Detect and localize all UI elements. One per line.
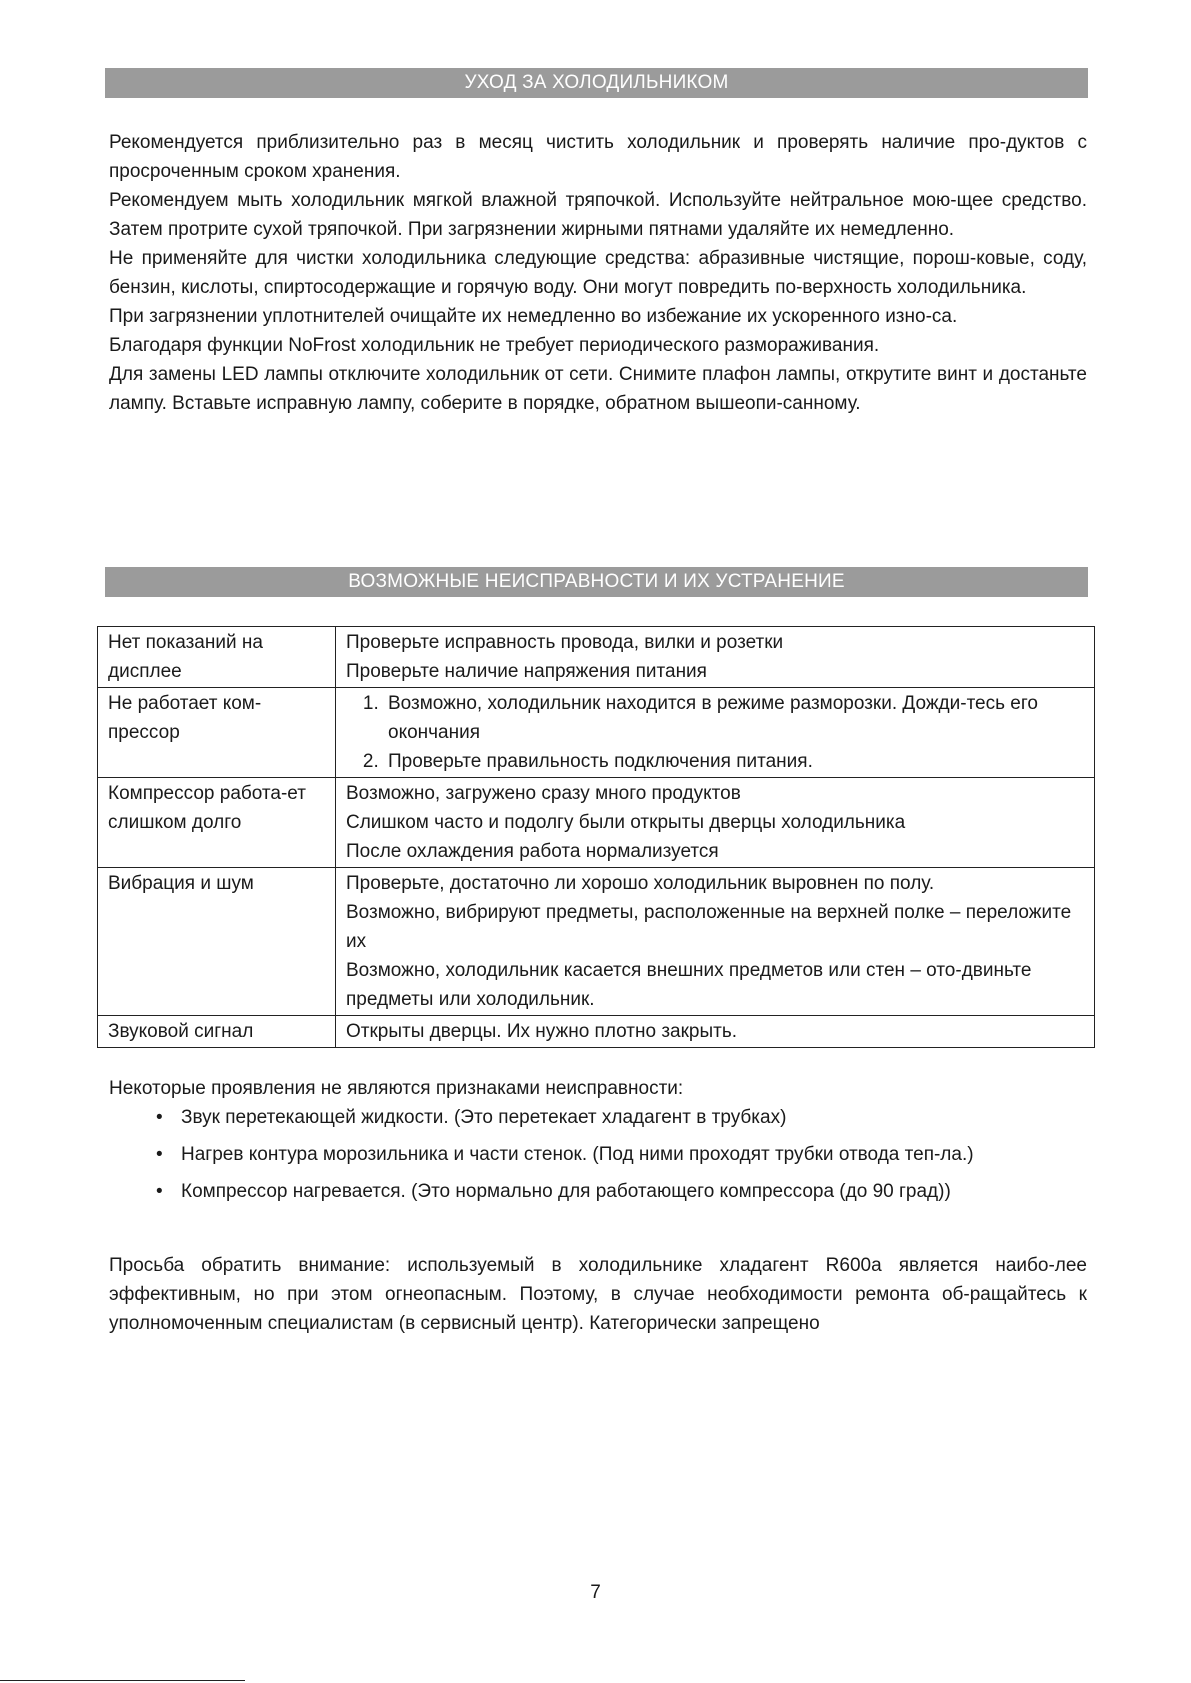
care-section-body — [109, 128, 1087, 418]
footnote-divider — [0, 1680, 245, 1681]
table-row — [98, 778, 1095, 868]
problem-cell: Не работает ком-прессор — [98, 688, 336, 778]
list-item — [156, 1103, 1087, 1132]
list-item-text: Компрессор нагревается. (Это нормально для работающего компрессора (до 90 град)) — [181, 1181, 951, 1202]
solution-line: Проверьте исправность провода, вилки и розетки — [346, 632, 784, 653]
solution-step: 1. Возможно, холодильник находится в режиме разморозки. Дожди-тесь его окончания — [384, 689, 1084, 747]
care-paragraph: Благодаря функции NoFrost холодильник не требует периодического размораживания. — [109, 335, 880, 356]
care-paragraph: Для замены LED лампы отключите холодильник от сети. Снимите плафон лампы, открутите винт и достаньте лампу. Вставьте исправную лампу, соберите в порядке, обратном вышеопи-санному. — [109, 364, 1087, 414]
troubleshooting-table — [97, 626, 1095, 1048]
page-number: 7 — [590, 1582, 601, 1603]
solution-line: После охлаждения работа нормализуется — [346, 841, 719, 862]
solution-cell — [336, 627, 1095, 688]
notes-intro: Некоторые проявления не являются признаками неисправности: — [109, 1078, 684, 1099]
trouble-section-title: ВОЗМОЖНЫЕ НЕИСПРАВНОСТИ И ИХ УСТРАНЕНИЕ — [105, 567, 1088, 597]
solution-cell — [336, 778, 1095, 868]
table-row — [98, 1016, 1095, 1048]
normal-behaviour-notes — [109, 1074, 1087, 1214]
care-paragraph: Не применяйте для чистки холодильника следующие средства: абразивные чистящие, порош-ковые, соду, бензин, кислоты, спиртосодержащие и горячую воду. Они могут повредить по-верхность холодильника. — [109, 248, 1087, 298]
solution-line: Возможно, вибрируют предметы, расположенные на верхней полке – переложите их — [346, 902, 1072, 952]
solution-cell — [336, 868, 1095, 1016]
care-section-title: УХОД ЗА ХОЛОДИЛЬНИКОМ — [105, 68, 1088, 98]
solution-step: 2. Проверьте правильность подключения питания. — [384, 747, 1084, 776]
bullet-icon: • — [156, 1144, 163, 1165]
solution-line: Возможно, загружено сразу много продуктов — [346, 783, 741, 804]
notes-list — [109, 1103, 1087, 1206]
list-item-text: Звук перетекающей жидкости. (Это перетекает хладагент в трубках) — [181, 1107, 787, 1128]
care-paragraph: Рекомендуется приблизительно раз в месяц чистить холодильник и проверять наличие про-дуктов с просроченным сроком хранения. — [109, 132, 1087, 182]
list-item — [156, 1177, 1087, 1206]
bullet-icon: • — [156, 1107, 163, 1128]
solution-line: Проверьте, достаточно ли хорошо холодильник выровнен по полу. — [346, 873, 935, 894]
problem-cell: Звуковой сигнал — [98, 1016, 336, 1048]
problem-cell: Нет показаний на дисплее — [98, 627, 336, 688]
solution-cell — [336, 688, 1095, 778]
problem-cell: Вибрация и шум — [98, 868, 336, 1016]
problem-cell: Компрессор работа-ет слишком долго — [98, 778, 336, 868]
solution-line: Проверьте наличие напряжения питания — [346, 661, 707, 682]
list-item — [156, 1140, 1087, 1169]
refrigerant-warning — [109, 1251, 1087, 1338]
list-item-text: Нагрев контура морозильника и части стенок. (Под ними проходят трубки отвода теп-ла.) — [181, 1144, 974, 1165]
table-row — [98, 868, 1095, 1016]
solution-numbered-list — [346, 689, 1084, 776]
solution-line: Слишком часто и подолгу были открыты дверцы холодильника — [346, 812, 906, 833]
care-paragraph: Рекомендуем мыть холодильник мягкой влажной тряпочкой. Используйте нейтральное мою-щее средство. Затем протрите сухой тряпочкой. При загрязнении жирными пятнами удаляйте их немедленно. — [109, 190, 1087, 240]
table-row — [98, 688, 1095, 778]
solution-line: Возможно, холодильник касается внешних предметов или стен – ото-двиньте предметы или холодильник. — [346, 960, 1032, 1010]
solution-line: Открыты дверцы. Их нужно плотно закрыть. — [346, 1021, 738, 1042]
solution-cell — [336, 1016, 1095, 1048]
care-paragraph: При загрязнении уплотнителей очищайте их немедленно во избежание их ускоренного изно-са. — [109, 306, 958, 327]
table-row — [98, 627, 1095, 688]
warning-text: Просьба обратить внимание: используемый в холодильнике хладагент R600a является наибо-лее эффективным, но при этом огнеопасным. Поэтому, в случае необходимости ремонта об-ращайтесь к уполномоченным специалистам (в сервисный центр). Категорически запрещено — [109, 1255, 1087, 1334]
bullet-icon: • — [156, 1181, 163, 1202]
